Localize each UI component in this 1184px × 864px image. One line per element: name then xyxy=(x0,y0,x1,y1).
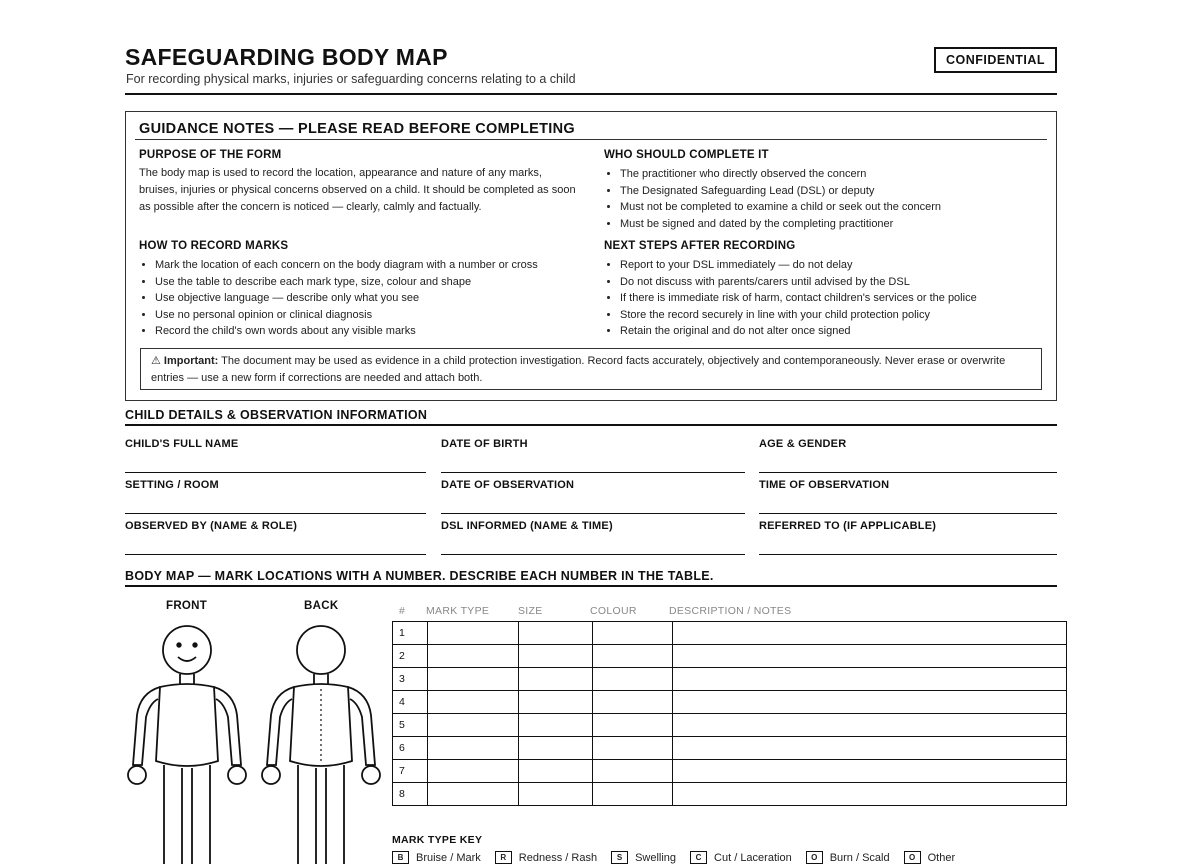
key-code-box: C xyxy=(690,851,707,864)
field-label: REFERRED TO (IF APPLICABLE) xyxy=(759,520,937,532)
key-code-box: O xyxy=(904,851,921,864)
table-row xyxy=(393,714,1067,737)
key-code-box: S xyxy=(611,851,628,864)
next-heading: NEXT STEPS AFTER RECORDING xyxy=(604,240,796,252)
next-list xyxy=(604,257,1044,340)
table-cell[interactable] xyxy=(519,645,593,668)
table-row xyxy=(393,622,1067,645)
list-item: • Record the child's own words about any visible marks xyxy=(155,323,589,340)
col-header-size: SIZE xyxy=(518,605,543,617)
table-cell[interactable] xyxy=(519,668,593,691)
list-item: • Mark the location of each concern on the body diagram with a number or cross xyxy=(155,257,589,274)
details-heading: CHILD DETAILS & OBSERVATION INFORMATION xyxy=(125,408,428,422)
table-cell[interactable] xyxy=(673,668,1067,691)
list-item: • The practitioner who directly observed the concern xyxy=(620,166,1044,183)
table-cell[interactable] xyxy=(673,645,1067,668)
key-item xyxy=(690,851,792,864)
table-row xyxy=(393,645,1067,668)
row-number: 4 xyxy=(393,691,428,714)
guidance-title: GUIDANCE NOTES — PLEASE READ BEFORE COMPLETING xyxy=(139,121,575,137)
who-heading: WHO SHOULD COMPLETE IT xyxy=(604,149,769,161)
bodymap-divider xyxy=(125,585,1057,587)
table-cell[interactable] xyxy=(593,622,673,645)
table-cell[interactable] xyxy=(428,691,519,714)
marks-table xyxy=(392,621,1067,806)
how-heading: HOW TO RECORD MARKS xyxy=(139,240,289,252)
table-cell[interactable] xyxy=(428,737,519,760)
front-figure[interactable] xyxy=(128,626,246,864)
field-input-line[interactable] xyxy=(125,472,426,473)
col-header-description: DESCRIPTION / NOTES xyxy=(669,605,792,617)
smile-icon xyxy=(178,657,196,661)
table-cell[interactable] xyxy=(593,714,673,737)
field-label: DATE OF OBSERVATION xyxy=(441,479,575,491)
key-item xyxy=(495,851,597,864)
important-label: ⚠ Important: xyxy=(151,355,219,367)
row-number: 6 xyxy=(393,737,428,760)
table-cell[interactable] xyxy=(673,737,1067,760)
col-header-mark-type: MARK TYPE xyxy=(426,605,490,617)
list-item: • If there is immediate risk of harm, contact children's services or the police xyxy=(620,290,1044,307)
field-label: TIME OF OBSERVATION xyxy=(759,479,890,491)
field-label: DSL INFORMED (NAME & TIME) xyxy=(441,520,613,532)
front-head[interactable] xyxy=(163,626,211,674)
row-number: 5 xyxy=(393,714,428,737)
purpose-line: The body map is used to record the location, appearance and nature of any marks, xyxy=(139,167,542,179)
key-title: MARK TYPE KEY xyxy=(392,834,483,846)
field-input-line[interactable] xyxy=(441,554,745,555)
back-head[interactable] xyxy=(297,626,345,674)
key-label: Other xyxy=(927,851,956,864)
table-row xyxy=(393,691,1067,714)
list-item: • Use the table to describe each mark type, size, colour and shape xyxy=(155,274,589,291)
list-item: • Must be signed and dated by the completing practitioner xyxy=(620,216,1044,233)
col-header-colour: COLOUR xyxy=(590,605,637,617)
field-input-line[interactable] xyxy=(441,472,745,473)
list-item: • Use objective language — describe only what you see xyxy=(155,290,589,307)
who-list xyxy=(604,166,1044,232)
purpose-line: bruises, injuries or physical concerns observed on a child. It should be completed as soon xyxy=(139,184,576,196)
row-number: 3 xyxy=(393,668,428,691)
table-cell[interactable] xyxy=(593,691,673,714)
key-code-box: R xyxy=(495,851,512,864)
key-code-box: O xyxy=(806,851,823,864)
row-number: 1 xyxy=(393,622,428,645)
eye-icon xyxy=(177,643,181,647)
table-row xyxy=(393,783,1067,806)
table-cell[interactable] xyxy=(519,622,593,645)
table-cell[interactable] xyxy=(673,783,1067,806)
important-text: The document may be used as evidence in a child protection investigation. Record facts accurately, objectively and contemporaneously. Never erase or overwrite entries — use a new form if corrections are needed and attach both. xyxy=(151,355,1006,384)
col-header-number: # xyxy=(399,605,406,617)
confidential-badge: CONFIDENTIAL xyxy=(934,47,1057,73)
table-cell[interactable] xyxy=(428,622,519,645)
list-item: • Report to your DSL immediately — do not delay xyxy=(620,257,1044,274)
table-cell[interactable] xyxy=(519,714,593,737)
front-leg-right[interactable] xyxy=(164,765,182,864)
field-input-line[interactable] xyxy=(759,513,1057,514)
field-label: CHILD'S FULL NAME xyxy=(125,438,239,450)
table-row xyxy=(393,668,1067,691)
table-row xyxy=(393,737,1067,760)
key-label: Swelling xyxy=(635,851,677,864)
list-item: • Must not be completed to examine a child or seek out the concern xyxy=(620,199,1044,216)
front-hand-left[interactable] xyxy=(228,766,246,784)
front-torso[interactable] xyxy=(156,684,218,766)
details-divider xyxy=(125,424,1057,426)
table-row xyxy=(393,760,1067,783)
how-list xyxy=(139,257,589,340)
key-code-box: B xyxy=(392,851,409,864)
important-note xyxy=(151,353,1031,387)
back-hand-right[interactable] xyxy=(362,766,380,784)
field-label: DATE OF BIRTH xyxy=(441,438,528,450)
back-figure[interactable] xyxy=(262,626,380,864)
table-cell[interactable] xyxy=(673,714,1067,737)
header-divider xyxy=(125,93,1057,95)
body-diagram[interactable] xyxy=(120,615,390,864)
table-cell[interactable] xyxy=(519,737,593,760)
row-number: 8 xyxy=(393,783,428,806)
key-item xyxy=(806,851,890,864)
form-subtitle: For recording physical marks, injuries or safeguarding concerns relating to a child xyxy=(126,72,576,86)
table-cell[interactable] xyxy=(593,645,673,668)
key-item xyxy=(392,851,481,864)
front-label: FRONT xyxy=(166,600,208,612)
front-hand-right[interactable] xyxy=(128,766,146,784)
table-cell[interactable] xyxy=(428,714,519,737)
table-cell[interactable] xyxy=(593,737,673,760)
back-leg-left[interactable] xyxy=(298,765,316,864)
list-item: • Use no personal opinion or clinical diagnosis xyxy=(155,307,589,324)
key-label: Burn / Scald xyxy=(829,851,890,864)
table-cell[interactable] xyxy=(519,783,593,806)
field-label: OBSERVED BY (NAME & ROLE) xyxy=(125,520,298,532)
list-item: • The Designated Safeguarding Lead (DSL) or deputy xyxy=(620,183,1044,200)
field-input-line[interactable] xyxy=(759,472,1057,473)
eye-icon xyxy=(193,643,197,647)
field-label: SETTING / ROOM xyxy=(125,479,219,491)
row-number: 7 xyxy=(393,760,428,783)
key-label: Cut / Laceration xyxy=(714,851,792,864)
front-leg-left[interactable] xyxy=(192,765,210,864)
table-cell[interactable] xyxy=(428,668,519,691)
table-cell[interactable] xyxy=(673,622,1067,645)
list-item: • Do not discuss with parents/carers until advised by the DSL xyxy=(620,274,1044,291)
back-label: BACK xyxy=(304,600,339,612)
key-label: Redness / Rash xyxy=(518,851,598,864)
back-leg-right[interactable] xyxy=(326,765,344,864)
list-item: • Store the record securely in line with your child protection policy xyxy=(620,307,1044,324)
purpose-text xyxy=(139,165,589,216)
field-label: AGE & GENDER xyxy=(759,438,847,450)
purpose-heading: PURPOSE OF THE FORM xyxy=(139,149,282,161)
table-cell[interactable] xyxy=(428,783,519,806)
table-cell[interactable] xyxy=(593,760,673,783)
key-label: Bruise / Mark xyxy=(416,851,481,864)
table-cell[interactable] xyxy=(519,691,593,714)
purpose-line: as possible after the concern is noticed — clearly, calmly and factually. xyxy=(139,201,482,213)
table-cell[interactable] xyxy=(593,668,673,691)
list-item: • Retain the original and do not alter once signed xyxy=(620,323,1044,340)
field-input-line[interactable] xyxy=(759,554,1057,555)
table-cell[interactable] xyxy=(593,783,673,806)
field-input-line[interactable] xyxy=(441,513,745,514)
table-cell[interactable] xyxy=(428,645,519,668)
field-input-line[interactable] xyxy=(125,554,426,555)
field-input-line[interactable] xyxy=(125,513,426,514)
row-number: 2 xyxy=(393,645,428,668)
table-cell[interactable] xyxy=(519,760,593,783)
guidance-divider xyxy=(135,139,1047,140)
table-cell[interactable] xyxy=(673,691,1067,714)
bodymap-heading: BODY MAP — MARK LOCATIONS WITH A NUMBER. DESCRIBE EACH NUMBER IN THE TABLE. xyxy=(125,569,714,583)
key-item xyxy=(611,851,676,864)
key-item xyxy=(904,851,956,864)
mark-type-key xyxy=(392,851,969,864)
form-title: SAFEGUARDING BODY MAP xyxy=(125,44,448,70)
back-hand-left[interactable] xyxy=(262,766,280,784)
table-cell[interactable] xyxy=(428,760,519,783)
table-cell[interactable] xyxy=(673,760,1067,783)
